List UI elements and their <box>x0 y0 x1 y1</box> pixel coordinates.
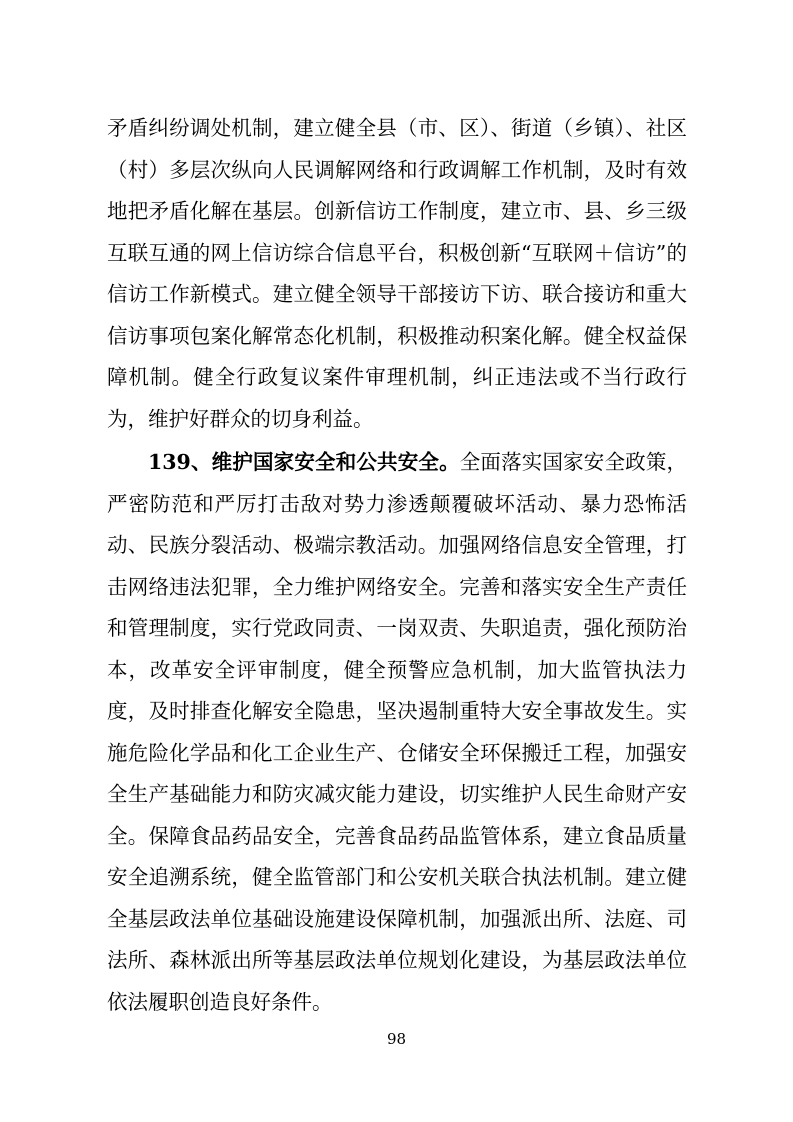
page-number: 98 <box>386 1030 407 1048</box>
page-body <box>107 108 687 1023</box>
paragraph-section-139 <box>107 442 687 1023</box>
paragraph-text: 矛盾纠纷调处机制，建立健全县（市、区）、街道（乡镇）、社区（村）多层次纵向人民调解网络和行政调解工作机制，及时有效地把矛盾化解在基层。创新信访工作制度，建立市、县、乡三级互联互通的网上信访综合信息平台，积极创新“互联网＋信访”的信访工作新模式。建立健全领导干部接访下访、联合接访和重大信访事项包案化解常态化机制，积极推动积案化解。健全权益保障机制。健全行政复议案件审理机制，纠正违法或不当行政行为，维护好群众的切身利益。 <box>107 116 687 431</box>
paragraph-text: 全面落实国家安全政策，严密防范和严厉打击敌对势力渗透颠覆破坏活动、暴力恐怖活动、民族分裂活动、极端宗教活动。加强网络信息安全管理，打击网络违法犯罪，全力维护网络安全。完善和落实安全生产责任和管理制度，实行党政同责、一岗双责、失职追责，强化预防治本，改革安全评审制度，健全预警应急机制，加大监管执法力度，及时排查化解安全隐患，坚决遏制重特大安全事故发生。实施危险化学品和化工企业生产、仓储安全环保搬迁工程，加强安全生产基础能力和防灾减灾能力建设，切实维护人民生命财产安全。保障食品药品安全，完善食品药品监管体系，建立食品质量安全追溯系统，健全监管部门和公安机关联合执法机制。建立健全基层政法单位基础设施建设保障机制，加强派出所、法庭、司法所、森林派出所等基层政法单位规划化建设，为基层政法单位依法履职创造良好条件。 <box>107 450 688 1014</box>
section-heading-139: 139、维护国家安全和公共安全。 <box>148 450 460 474</box>
paragraph-continuation <box>107 108 687 440</box>
